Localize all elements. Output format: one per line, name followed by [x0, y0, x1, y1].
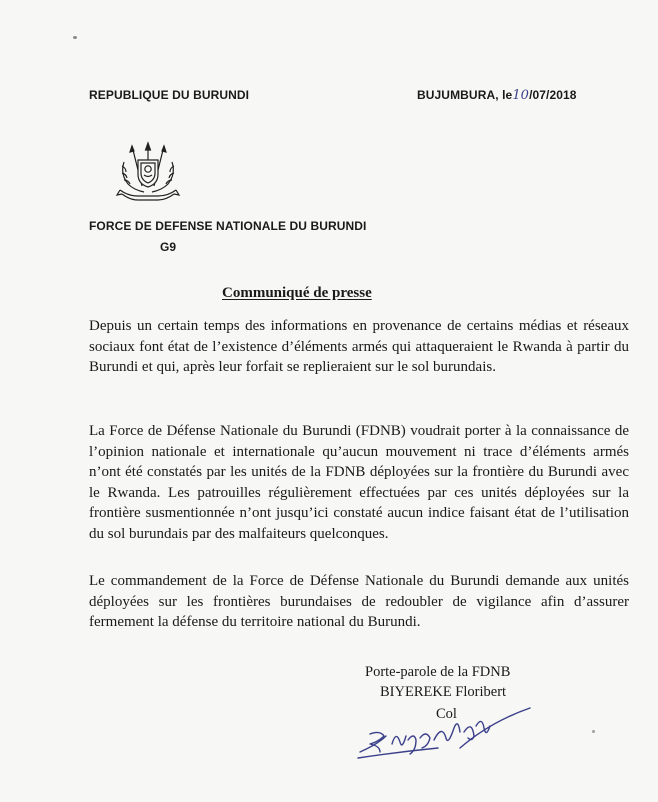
paragraph-2: La Force de Défense Nationale du Burundi (FDNB) voudrait porter à la connaissance de l’opinion nationale et internationale qu’aucun mouvement ni trace d’éléments armés n’ont été constatés par les unités de la FDNB déployées sur la frontière du Burundi avec le Rwanda. Les patrouilles régulièrement effectuées par ces unités déployées sur la frontière susmentionnée n’ont jusqu’ici constaté aucun indice faisant état de l’utilisation du sol burundais par des malfaiteurs quelconques.	[89, 423, 629, 542]
paragraph-1: Depuis un certain temps des informations en provenance de certains médias et réseaux sociaux font état de l’existence d’éléments armés qui attaqueraient le Rwanda à partir du Burundi et qui, après leur forfait se replieraient sur le sol burundais.	[89, 318, 629, 375]
signatory-name: BIYEREKE Floribert	[380, 684, 507, 700]
dateline	[417, 88, 577, 103]
document-title: Communiqué de presse	[222, 285, 372, 301]
unit-code: G9	[160, 240, 177, 254]
signatory-rank: Col	[436, 706, 457, 722]
country-heading: REPUBLIQUE DU BURUNDI	[89, 88, 250, 102]
signatory-role: Porte-parole de la FDNB	[365, 664, 511, 680]
paragraph-3: Le commandement de la Force de Défense Nationale du Burundi demande aux unités déployées sur les frontières burundaises de redoubler de vigilance afin d’assurer fermement la défense du territoire national du Burundi.	[89, 573, 629, 630]
handwritten-signature-icon	[356, 700, 556, 764]
dateline-prefix: BUJUMBURA, le	[417, 88, 513, 102]
dateline-rest: /07/2018	[529, 88, 577, 102]
burundi-coat-of-arms-icon	[112, 140, 184, 206]
force-name-heading: FORCE DE DEFENSE NATIONALE DU BURUNDI	[89, 219, 367, 233]
paper-speck	[592, 730, 595, 733]
dateline-day-handwritten: 10	[512, 88, 530, 103]
paper-speck	[73, 36, 77, 39]
